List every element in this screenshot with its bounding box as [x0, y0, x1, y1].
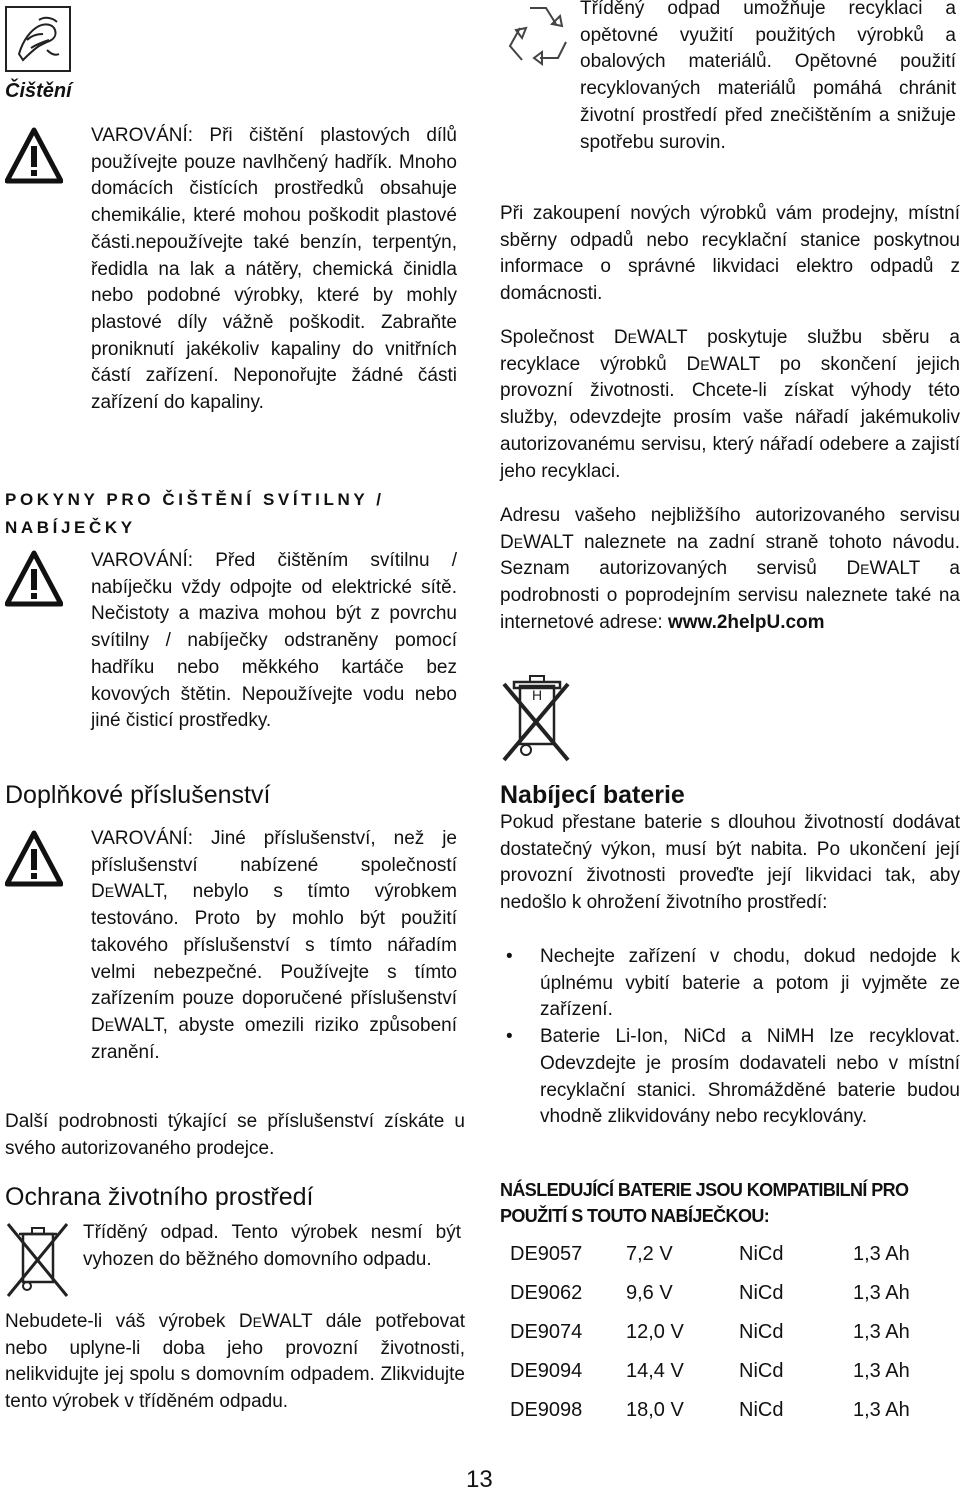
compatible-batteries-table	[510, 1235, 910, 1430]
service-text: Společnost D	[500, 327, 628, 348]
warning-text	[91, 826, 457, 1066]
warning-label: VAROVÁNÍ:	[91, 125, 194, 146]
table-cell: 1,3 Ah	[853, 1321, 910, 1343]
table-cell: 1,3 Ah	[853, 1243, 910, 1265]
battery-paragraph: Pokud přestane baterie s dlouhou životností dodávat dostatečný výkon, musí být nabita. Po ukončení její provozní životnosti proveďte její likvidaci tak, aby nedošlo k ohrožení životního prostředí:	[500, 812, 960, 914]
table-cell: 1,3 Ah	[853, 1282, 910, 1304]
table-row	[510, 1352, 910, 1391]
battery-disposal-list	[500, 944, 960, 1131]
table-cell: DE9074	[510, 1321, 583, 1343]
cleaning-title: Čištění	[5, 80, 72, 102]
brand-small-e: E	[104, 1017, 115, 1034]
crossed-out-bin-icon	[5, 1220, 71, 1300]
address-text: Adresu vašeho nejbližšího autorizovaného servisu D	[500, 505, 960, 553]
warning-plastic-parts	[5, 123, 465, 473]
warning-text	[91, 548, 457, 735]
table-cell: 1,3 Ah	[853, 1399, 910, 1421]
table-cell: DE9062	[510, 1282, 583, 1304]
table-cell: NiCd	[739, 1399, 784, 1421]
address-text: WALT a podrobnosti o poprodejním servisu naleznete také na internetové adrese:	[500, 558, 960, 633]
table-cell: 7,2 V	[626, 1243, 673, 1265]
warning-body: Při čištění plastových dílů používejte pouze navlhčený hadřík. Mnoho domácích čistících prostředků obsahuje chemikálie, které mohou poškodit plastové části.nepoužívejte také benzín, terpentýn, ředidla na lak a nátěry, chemická činidla nebo podobné výrobky, které by mohly plastové díly vážně poškodit. Zabraňte proniknutí jakékoliv kapaliny do vnitřních částí zařízení. Neponořujte žádné části zařízení do kapaliny.	[91, 125, 457, 414]
warning-triangle-icon	[5, 550, 63, 608]
recycling-icon	[500, 2, 576, 76]
compatible-batteries-title: NÁSLEDUJÍCÍ BATERIE JSOU KOMPATIBILNÍ PRO POUŽITÍ S TOUTO NABÍJEČKOU:	[500, 1180, 909, 1226]
brand-small-e: E	[627, 330, 637, 346]
address-paragraph	[500, 503, 960, 637]
table-cell: NiCd	[739, 1282, 784, 1304]
page-number: 13	[466, 1466, 493, 1493]
table-cell: 12,0 V	[626, 1321, 684, 1343]
warning-body: WALT, nebylo s tímto výrobkem testováno. Proto by mohlo být použití takového příslušenství s tímto nářadím velmi nebezpečné. Používejte s tímto zařízením pouze doporučené příslušenství D	[91, 881, 457, 1036]
env-text: Nebudete-li váš výrobek D	[5, 1311, 253, 1332]
env-text: WALT dále potřebovat nebo uplyne-li doba jeho provozní životnosti, nelikvidujte jej spolu s domovním odpadem. Zlikvidujte tento výrobek v tříděném odpadu.	[5, 1311, 466, 1413]
table-cell: NiCd	[739, 1321, 784, 1343]
lamp-cleaning-heading: POKYNY PRO ČIŠTĚNÍ SVÍTILNY / NABÍJEČKY	[5, 490, 385, 537]
weee-bin-icon	[500, 672, 572, 764]
cleaning-hands-icon	[5, 6, 71, 72]
warning-body: Před čištěním svítilnu / nabíječku vždy odpojte od elektrické sítě. Nečistoty a maziva mohou být z povrchu svítilny / nabíječky odstraněny pomocí hadříku nebo měkkého kartáče bez kovových štětin. Nepoužívejte vodu nebo jiné čisticí prostředky.	[91, 550, 457, 732]
list-item: • Baterie Li-Ion, NiCd a NiMH lze recyklovat. Odevzdejte je prosím dodavateli nebo v místní recyklační stanici. Shromážděné baterie budou vhodně zlikvidovány nebo recyklovány.	[500, 1024, 960, 1131]
table-cell: 18,0 V	[626, 1399, 684, 1421]
warning-triangle-icon	[5, 127, 63, 185]
table-cell: DE9094	[510, 1360, 583, 1382]
warning-body: Jiné příslušenství, než je příslušenství nabízené společností D	[91, 828, 457, 903]
sorted-waste-block	[5, 1220, 465, 1300]
website-link[interactable]: www.2helpU.com	[667, 611, 825, 633]
brand-small-e: E	[104, 884, 115, 901]
brand-small-e: E	[513, 534, 524, 551]
table-row	[510, 1274, 910, 1313]
brand-small-e: E	[700, 356, 710, 373]
sorted-waste-text: Tříděný odpad. Tento výrobek nesmí být vyhozen do běžného domovního odpadu.	[83, 1222, 461, 1270]
address-text: WALT naleznete na zadní straně tohoto návodu. Seznam autorizovaných servisů D	[500, 531, 960, 580]
table-cell: 14,4 V	[626, 1360, 684, 1382]
warning-lamp-charger	[5, 548, 465, 768]
list-item: • Nechejte zařízení v chodu, dokud nedojde k úplnému vybití baterie a potom ji vyjměte ze zařízení.	[500, 944, 960, 1024]
table-cell: DE9098	[510, 1399, 583, 1421]
battery-title: Nabíjecí baterie	[500, 781, 685, 809]
warning-body: WALT, abyste omezili riziko způsobení zranění.	[91, 1014, 457, 1063]
table-cell: 9,6 V	[626, 1282, 673, 1304]
cleaning-icon-box	[5, 6, 71, 72]
brand-small-e: E	[860, 561, 870, 578]
bin-letter: H	[531, 687, 543, 703]
table-cell: NiCd	[739, 1243, 784, 1265]
warning-label: VAROVÁNÍ:	[91, 828, 194, 849]
service-text: WALT po skončení jejich provozní životnosti. Chcete-li získat výhody této služby, odevzdejte prosím vaše nářadí jakémukoliv autorizovanému servisu, který nářadí odebere a zajistí jeho recyklaci.	[500, 353, 960, 482]
table-cell: DE9057	[510, 1243, 583, 1265]
accessories-title: Doplňkové příslušenství	[5, 781, 271, 809]
warning-accessories	[5, 826, 465, 1096]
warning-text	[91, 123, 457, 417]
brand-small-e: E	[252, 1314, 262, 1330]
table-cell: 1,3 Ah	[853, 1360, 910, 1382]
table-row	[510, 1391, 910, 1430]
warning-label: VAROVÁNÍ:	[91, 550, 194, 571]
environment-paragraph	[5, 1309, 465, 1416]
accessories-more-info: Další podrobnosti týkající se příslušenství získáte u svého autorizovaného prodejce.	[5, 1111, 465, 1159]
service-text: WALT poskytuje službu sběru a recyklace výrobků D	[500, 327, 960, 375]
table-row	[510, 1235, 910, 1274]
table-row	[510, 1313, 910, 1352]
recycling-text: Tříděný odpad umožňuje recyklaci a opětovné využití použitých výrobků a obalových materiálů. Opětovné použití recyklovaných materiálů pomáhá chránit životní prostředí před znečištěním a snižuje spotřebu surovin.	[580, 0, 956, 153]
service-paragraph	[500, 325, 960, 485]
local-disposal-info: Při zakoupení nových výrobků vám prodejny, místní sběrny odpadů nebo recyklační stanice poskytnou informace o správné likvidaci elektro odpadů z domácnosti.	[500, 203, 960, 305]
environment-title: Ochrana životního prostředí	[5, 1183, 314, 1211]
table-cell: NiCd	[739, 1360, 784, 1382]
warning-triangle-icon	[5, 830, 63, 888]
